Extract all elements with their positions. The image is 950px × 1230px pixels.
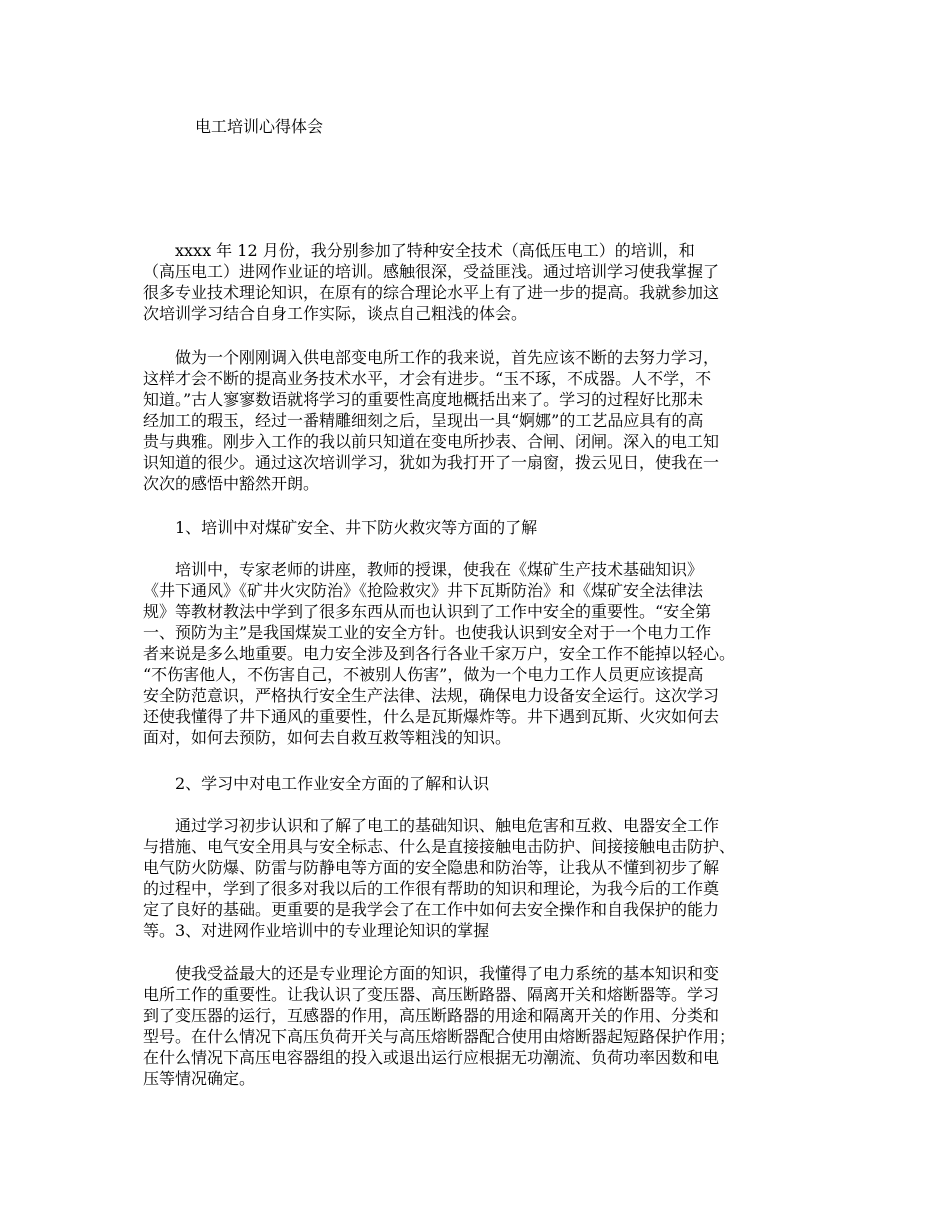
text-line: 面对，如何去预防，如何去自救互救等粗浅的知识。 xyxy=(143,728,512,747)
text-line: 压等情况确定。 xyxy=(143,1069,256,1088)
paragraph-mine-safety xyxy=(143,559,819,748)
text-line: 通过学习初步认识和了解了电工的基础知识、触电危害和互救、电器安全工作 xyxy=(143,816,720,835)
text-line: 安全防范意识，严格执行安全生产法律、法规，确保电力设备安全运行。这次学习 xyxy=(143,686,720,705)
text-line: 的过程中，学到了很多对我以后的工作很有帮助的知识和理论，为我今后的工作奠 xyxy=(143,879,720,898)
text-line: 在什么情况下高压电容器组的投入或退出运行应根据无功潮流、负荷功率因数和电 xyxy=(143,1048,720,1067)
text-line: 者来说是多么地重要。电力安全涉及到各行各业千家万户，安全工作不能掉以轻心。 xyxy=(143,644,736,663)
text-line: 等。3、对进网作业培训中的专业理论知识的掌握 xyxy=(143,921,490,940)
text-line: 与措施、电气安全用具与安全标志、什么是直接接触电击防护、间接接触电击防护、 xyxy=(143,837,736,856)
paragraph-learning xyxy=(143,347,819,494)
text-line: 很多专业技术理论知识，在原有的综合理论水平上有了进一步的提高。我就参加这 xyxy=(143,283,720,302)
text-line: 还使我懂得了井下通风的重要性，什么是瓦斯爆炸等。井下遇到瓦斯、火灾如何去 xyxy=(143,707,720,726)
text-line: xxxx 年 12 月份，我分别参加了特种安全技术（高低压电工）的培训，和 xyxy=(143,241,695,260)
text-line: 规》等教材教法中学到了很多东西从而也认识到了工作中安全的重要性。“安全第 xyxy=(143,602,712,621)
text-line: 识知道的很少。通过这次培训学习，犹如为我打开了一扇窗，拨云见日，使我在一 xyxy=(143,453,720,472)
section-heading-mine-safety xyxy=(143,517,819,538)
text-line: 到了变压器的运行，互感器的作用，高压断路器的用途和隔离开关的作用、分类和 xyxy=(143,1006,720,1025)
text-line: 次次的感悟中豁然开朗。 xyxy=(143,474,320,493)
text-line: 这样才会不断的提高业务技术水平，才会有进步。“玉不琢，不成器。人不学，不 xyxy=(143,369,712,388)
section-heading-text: 2、学习中对电工作业安全方面的了解和认识 xyxy=(143,774,490,793)
text-line: 定了良好的基础。更重要的是我学会了在工作中如何去安全操作和自我保护的能力 xyxy=(143,900,720,919)
text-line: 贵与典雅。刚步入工作的我以前只知道在变电所抄表、合闸、闭闸。深入的电工知 xyxy=(143,432,720,451)
section-heading-text: 1、培训中对煤矿安全、井下防火救灾等方面的了解 xyxy=(143,518,538,537)
text-line: 经加工的瑕玉，经过一番精雕细刻之后，呈现出一具“婀娜”的工艺品应具有的高 xyxy=(143,411,704,430)
text-line: 电所工作的重要性。让我认识了变压器、高压断路器、隔离开关和熔断器等。学习 xyxy=(143,985,720,1004)
text-line: 做为一个刚刚调入供电部变电所工作的我来说，首先应该不断的去努力学习， xyxy=(143,348,720,367)
section-heading-electrical-safety xyxy=(143,773,819,794)
text-line: 型号。在什么情况下高压负荷开关与高压熔断器配合使用由熔断器起短路保护作用； xyxy=(143,1027,736,1046)
text-line: 知道。”古人寥寥数语就将学习的重要性高度地概括出来了。学习的过程好比那未 xyxy=(143,390,704,409)
text-line: 电气防火防爆、防雷与防静电等方面的安全隐患和防治等，让我从不懂到初步了解 xyxy=(143,858,720,877)
text-line: 《井下通风》《矿井火灾防治》《抢险救灾》井下瓦斯防治》和《煤矿安全法律法 xyxy=(143,581,704,600)
text-line: 次培训学习结合自身工作实际，谈点自己粗浅的体会。 xyxy=(143,304,528,323)
text-line: （高压电工）进网作业证的培训。感触很深，受益匪浅。通过培训学习使我掌握了 xyxy=(143,262,720,281)
text-line: 培训中，专家老师的讲座，教师的授课，使我在《煤矿生产技术基础知识》 xyxy=(143,560,704,579)
paragraph-theory xyxy=(143,963,819,1089)
text-line: 使我受益最大的还是专业理论方面的知识，我懂得了电力系统的基本知识和变 xyxy=(143,964,720,983)
paragraph-intro xyxy=(143,240,819,324)
document-title: 电工培训心得体会 xyxy=(195,117,324,136)
text-line: 一、预防为主”是我国煤炭工业的安全方针。也使我认识到安全对于一个电力工作 xyxy=(143,623,712,642)
paragraph-electrical-safety xyxy=(143,815,819,941)
text-line: “不伤害他人，不伤害自己，不被别人伤害”，做为一个电力工作人员更应该提高 xyxy=(143,665,704,684)
